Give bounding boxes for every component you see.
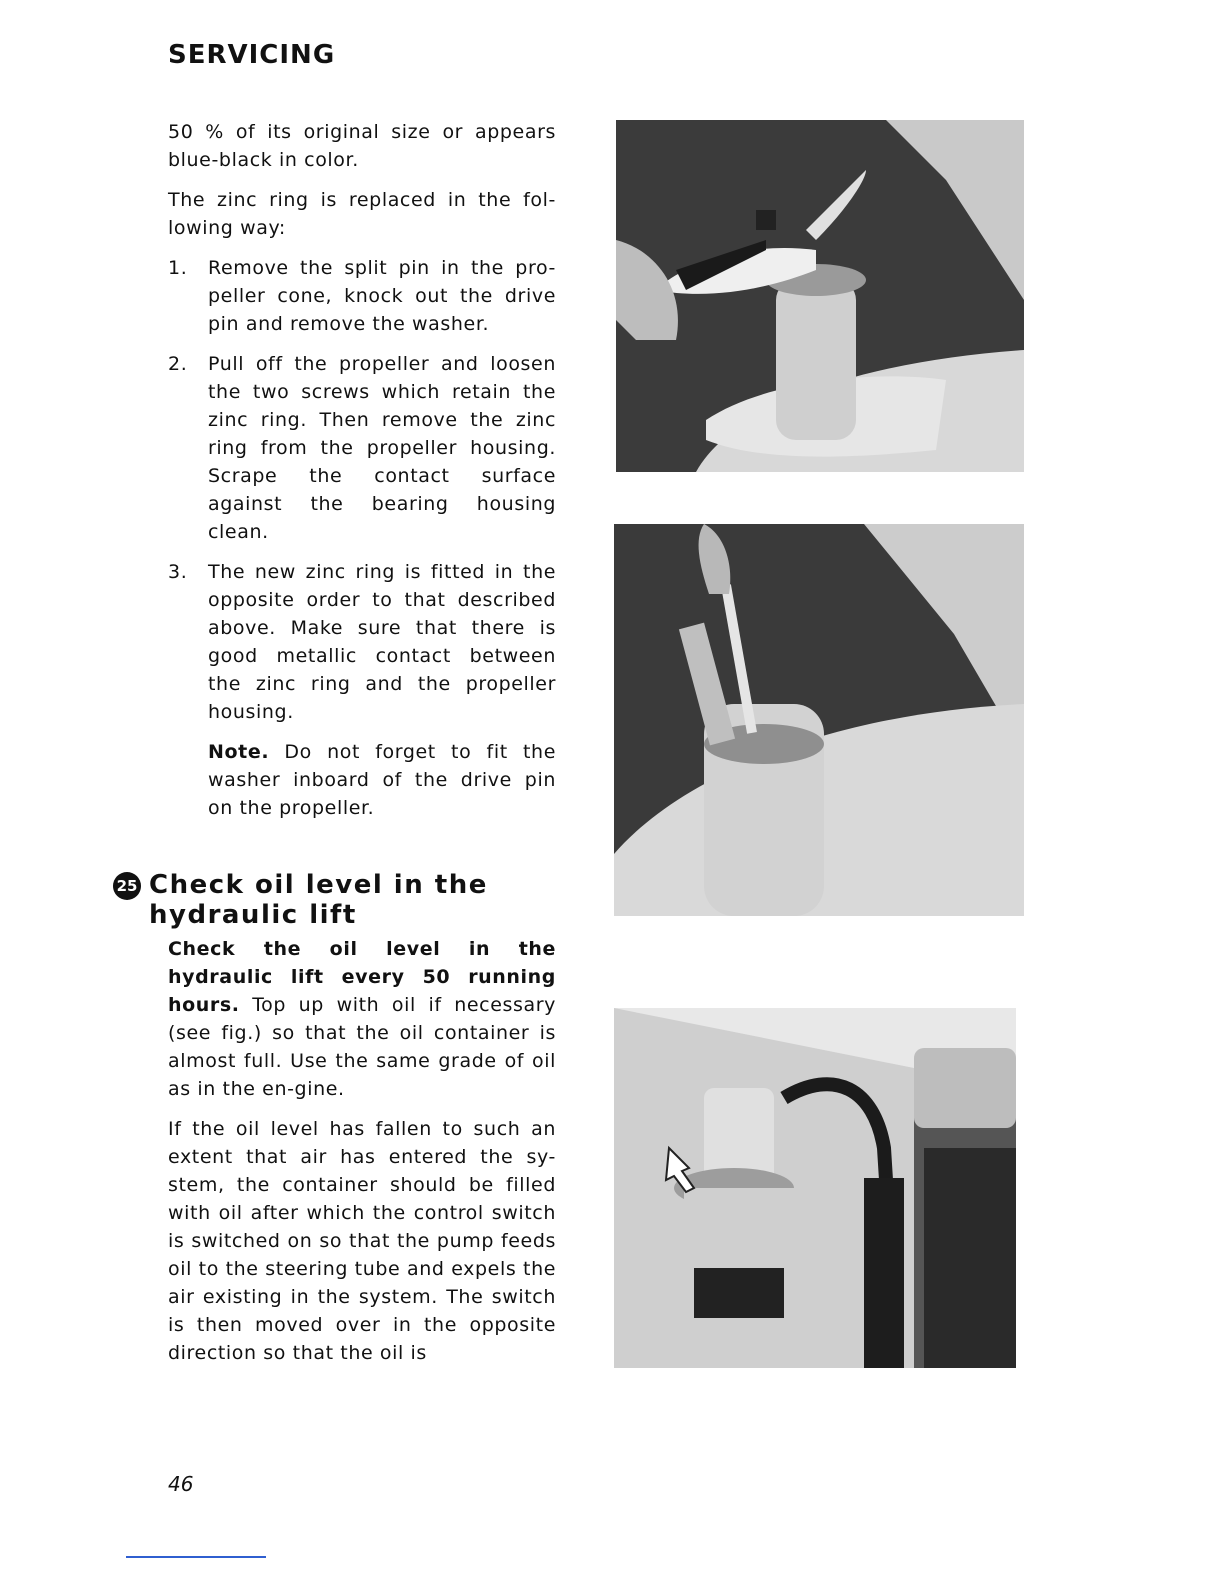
page-title: SERVICING	[168, 40, 336, 70]
page-number: 46	[168, 1472, 194, 1496]
footer-divider	[126, 1556, 266, 1558]
intro-lead: The zinc ring is replaced in the fol-lowing way:	[168, 189, 556, 239]
photo-hydraulic-pump	[614, 1008, 1016, 1368]
section-title-line2: hydraulic lift	[149, 900, 357, 930]
step-number: 1.	[168, 257, 188, 279]
section-p1-bold: Check the oil level in the hydraulic lift every 50 running hours.	[168, 938, 556, 1016]
propeller-illustration	[616, 120, 1024, 472]
section-heading	[113, 870, 573, 930]
left-column-upper	[168, 118, 556, 834]
step-number: 3.	[168, 561, 188, 583]
section-paragraph-2: If the oil level has fallen to such an extent that air has entered the sy-stem, the container should be filled with oil after which the control switch is switched on so that the pump feeds oil to the steering tube and expels the air existing in the system. The switch is then moved over in the opposite direction so that the oil is	[168, 1118, 556, 1364]
step-item	[168, 350, 556, 546]
note-text: Do not forget to fit the washer inboard of the drive pin on the propeller.	[208, 741, 556, 819]
step-text: Remove the split pin in the pro-peller cone, knock out the drive pin and remove the washer.	[208, 257, 556, 335]
section-body	[168, 935, 556, 1379]
section-number-badge: 25	[113, 872, 141, 900]
note-label: Note.	[208, 741, 270, 763]
photo-propeller-removal	[616, 120, 1024, 472]
step-text: Pull off the propeller and loosen the two screws which retain the zinc ring. Then remove the zinc ring from the propeller housing. Scrape the contact surface against the bearing housing clean.	[208, 353, 556, 543]
step-text: The new zinc ring is fitted in the opposite order to that described above. Make sure that there is good metallic contact between the zinc ring and the propeller housing.	[208, 561, 556, 723]
step-number: 2.	[168, 353, 188, 375]
step-item	[168, 254, 556, 338]
zinc-ring-illustration	[614, 524, 1024, 916]
section-title-line1: Check oil level in the	[149, 870, 488, 900]
section-p1-rest: Top up with oil if necessary (see fig.) so that the oil container is almost full. Use the same grade of oil as in the en-gine.	[168, 994, 556, 1100]
hydraulic-pump-illustration	[614, 1008, 1016, 1368]
intro-continuation: 50 % of its original size or appears blue-black in color.	[168, 121, 556, 171]
steps-list	[168, 254, 556, 726]
section-paragraph-1	[168, 935, 556, 1103]
photo-zinc-ring-screws	[614, 524, 1024, 916]
note	[168, 738, 556, 822]
step-item	[168, 558, 556, 726]
